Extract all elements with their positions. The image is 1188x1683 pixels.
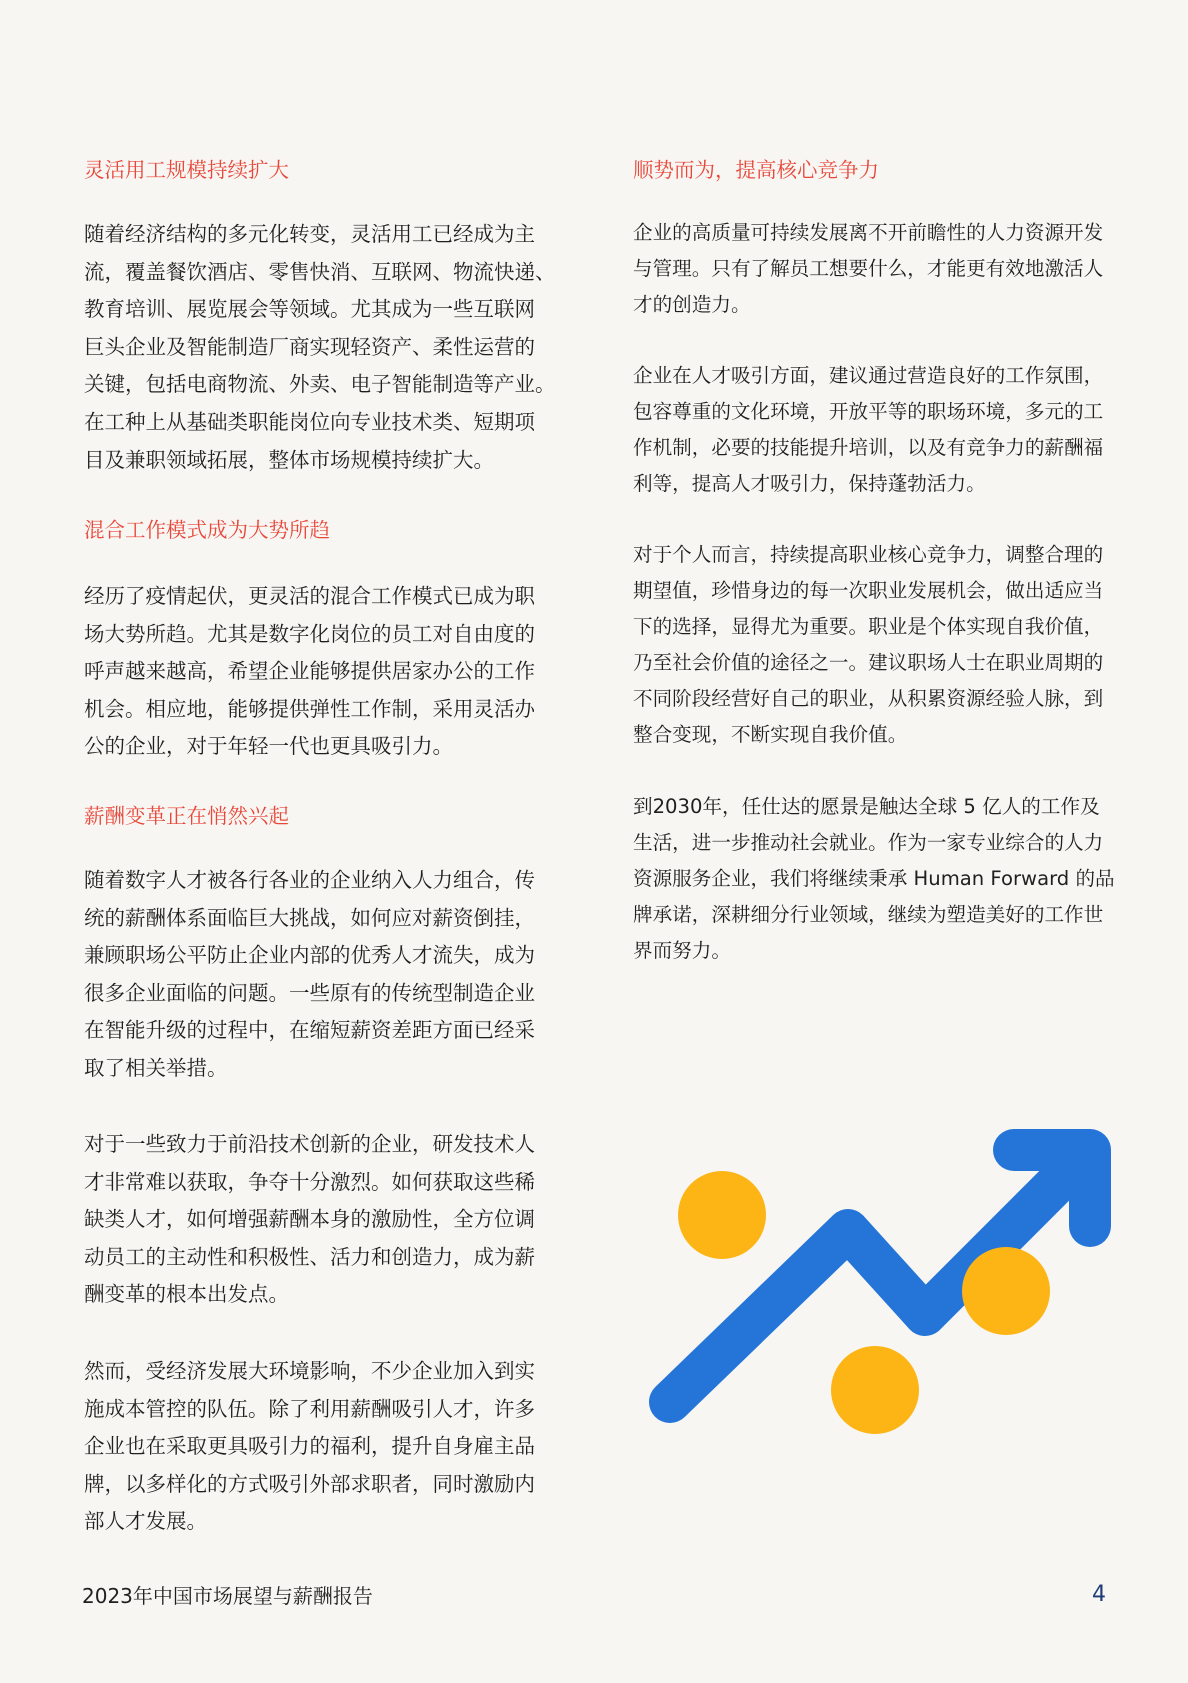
text-line: 不同阶段经营好自己的职业，从积累资源经验人脉，到 <box>633 687 1104 710</box>
text-line: 在工种上从基础类职能岗位向专业技术类、短期项 <box>84 409 535 434</box>
text-line: 利等，提高人才吸引力，保持蓬勃活力。 <box>633 472 986 495</box>
text-line: 机会。相应地，能够提供弹性工作制，采用灵活办 <box>84 696 535 721</box>
text-line: 教育培训、展览展会等领域。尤其成为一些互联网 <box>84 297 535 322</box>
text-line: 界而努力。 <box>633 939 731 962</box>
text-line: 目及兼职领域拓展，整体市场规模持续扩大。 <box>84 447 494 472</box>
text-line: 巨头企业及智能制造厂商实现轻资产、柔性运营的 <box>84 334 535 359</box>
text-line: 关键，包括电商物流、外卖、电子智能制造等产业。 <box>84 372 556 397</box>
text-line: 统的薪酬体系面临巨大挑战，如何应对薪资倒挂， <box>84 905 535 930</box>
text-line: 与管理。只有了解员工想要什么，才能更有效地激活人 <box>633 257 1104 280</box>
section-paragraph-core-4 <box>633 789 1115 969</box>
coin-icon <box>962 1247 1050 1335</box>
text-line: 然而，受经济发展大环境影响，不少企业加入到实 <box>84 1359 535 1383</box>
footer-report-title: 2023年中国市场展望与薪酬报告 <box>82 1584 373 1608</box>
section-heading-compensation-reform: 薪酬变革正在悄然兴起 <box>84 804 289 828</box>
text-line: 部人才发展。 <box>84 1509 207 1534</box>
section-paragraph-core-3 <box>633 537 1103 753</box>
section-paragraph-core-1 <box>633 215 1103 323</box>
section-paragraph-compensation-1 <box>84 862 535 1088</box>
text-line: 下的选择，显得尤为重要。职业是个体实现自我价值， <box>633 615 1104 638</box>
text-line: 牌，以多样化的方式吸引外部求职者，同时激励内 <box>84 1471 535 1496</box>
text-line: 呼声越来越高，希望企业能够提供居家办公的工作 <box>84 659 535 684</box>
section-paragraph-compensation-3 <box>84 1353 535 1541</box>
text-line: 取了相关举措。 <box>84 1055 228 1080</box>
section-paragraph-core-2 <box>633 358 1103 502</box>
text-line: 整合变现，不断实现自我价值。 <box>633 723 908 746</box>
section-paragraph-compensation-2 <box>84 1126 535 1314</box>
text-line: 企业在人才吸引方面，建议通过营造良好的工作氛围， <box>633 364 1104 387</box>
text-line: 在智能升级的过程中，在缩短薪资差距方面已经采 <box>84 1018 535 1043</box>
text-line: 场大势所趋。尤其是数字化岗位的员工对自由度的 <box>84 621 535 646</box>
text-line: 包容尊重的文化环境，开放平等的职场环境，多元的工 <box>633 400 1104 423</box>
text-line: 对于一些致力于前沿技术创新的企业，研发技术人 <box>84 1132 535 1156</box>
text-line: 才的创造力。 <box>633 293 751 316</box>
text-line: 到2030年，任仕达的愿景是触达全球 5 亿人的工作及 <box>633 795 1100 818</box>
text-line: 对于个人而言，持续提高职业核心竞争力，调整合理的 <box>633 543 1104 566</box>
text-line: 酬变革的根本出发点。 <box>84 1282 289 1307</box>
text-line: 动员工的主动性和积极性、活力和创造力，成为薪 <box>84 1244 535 1269</box>
text-line: 作机制，必要的技能提升培训，以及有竞争力的薪酬福 <box>633 436 1104 459</box>
section-heading-hybrid-work: 混合工作模式成为大势所趋 <box>84 518 330 542</box>
text-line: 经历了疫情起伏，更灵活的混合工作模式已成为职 <box>84 584 535 608</box>
text-line: 期望值，珍惜身边的每一次职业发展机会，做出适应当 <box>633 579 1104 602</box>
section-heading-core-competitiveness: 顺势而为，提高核心竞争力 <box>633 158 879 182</box>
page-number: 4 <box>1092 1582 1106 1607</box>
text-line: 资源服务企业，我们将继续秉承 Human Forward 的品 <box>633 867 1115 890</box>
section-paragraph-hybrid-work <box>84 578 535 766</box>
text-line: 随着经济结构的多元化转变，灵活用工已经成为主 <box>84 222 535 246</box>
text-line: 公的企业，对于年轻一代也更具吸引力。 <box>84 734 453 759</box>
text-line: 企业也在采取更具吸引力的福利，提升自身雇主品 <box>84 1434 535 1459</box>
text-line: 牌承诺，深耕细分行业领域，继续为塑造美好的工作世 <box>633 903 1104 926</box>
text-line: 才非常难以获取，争夺十分激烈。如何获取这些稀 <box>84 1169 535 1194</box>
text-line: 兼顾职场公平防止企业内部的优秀人才流失，成为 <box>84 943 535 968</box>
growth-arrow-with-coins-icon <box>640 1120 1130 1450</box>
text-line: 企业的高质量可持续发展离不开前瞻性的人力资源开发 <box>633 221 1104 244</box>
text-line: 缺类人才，如何增强薪酬本身的激励性，全方位调 <box>84 1207 535 1232</box>
text-line: 施成本管控的队伍。除了利用薪酬吸引人才，许多 <box>84 1396 535 1421</box>
text-line: 乃至社会价值的途径之一。建议职场人士在职业周期的 <box>633 651 1104 674</box>
section-paragraph-flexible-employment <box>84 216 556 479</box>
text-line: 生活，进一步推动社会就业。作为一家专业综合的人力 <box>633 831 1104 854</box>
text-line: 很多企业面临的问题。一些原有的传统型制造企业 <box>84 980 535 1005</box>
coin-icon <box>678 1171 766 1259</box>
coin-icon <box>831 1346 919 1434</box>
text-line: 随着数字人才被各行各业的企业纳入人力组合，传 <box>84 868 535 892</box>
section-heading-flexible-employment: 灵活用工规模持续扩大 <box>84 158 289 182</box>
text-line: 流，覆盖餐饮酒店、零售快消、互联网、物流快递、 <box>84 259 556 284</box>
